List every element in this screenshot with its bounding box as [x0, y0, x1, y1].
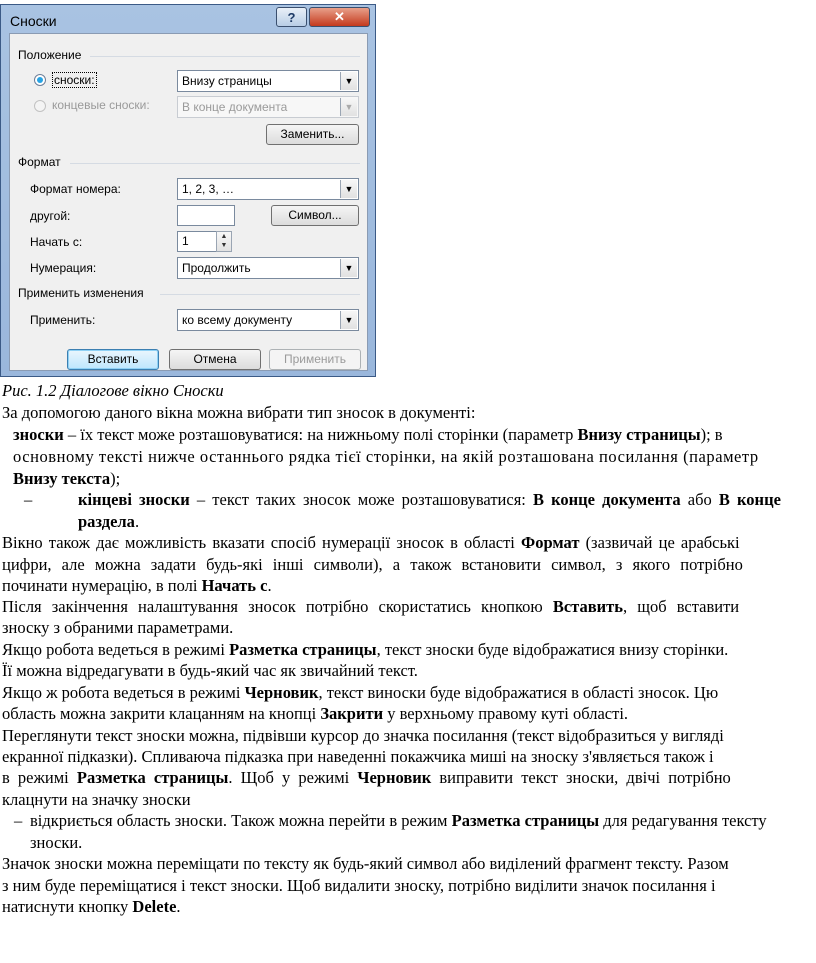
dialog-title: Сноски	[10, 13, 57, 29]
start-at-stepper[interactable]	[216, 231, 232, 252]
paragraph-line: клацнути на значку зноски	[2, 790, 191, 809]
group-format: Формат	[18, 155, 61, 169]
other-label: другой:	[30, 209, 71, 223]
footnotes-location-value: Внизу страницы	[182, 74, 272, 88]
close-button[interactable]	[309, 7, 370, 27]
paragraph-line: цифри, але можна задати будь-які інші символи), а також встановити символ, з якого потрібно	[2, 555, 743, 574]
number-format-select[interactable]	[177, 178, 359, 200]
chevron-up-icon[interactable]: ▲	[220, 233, 228, 240]
chevron-down-icon: ▼	[340, 311, 357, 329]
list-item-line: зноски.	[30, 833, 83, 852]
chevron-down-icon: ▼	[340, 180, 357, 198]
paragraph: Вікно також дає можливість вказати спосіб нумерації зносок в області Формат (зазвичай це арабські	[2, 533, 740, 552]
close-icon: ✕	[334, 9, 345, 24]
list-dash: –	[14, 811, 23, 830]
numbering-value: Продолжить	[182, 261, 251, 275]
paragraph: Значок зноски можна переміщати по тексту як будь-який символ або виділений фрагмент тексту. Разом	[2, 854, 729, 873]
paragraph-line: з ним буде переміщатися і текст зноски. Щоб видалити зноску, потрібно виділити значок посилання і	[2, 876, 716, 895]
start-at-input[interactable]: 1	[177, 231, 217, 252]
number-format-value: 1, 2, 3, …	[182, 182, 235, 196]
number-format-label: Формат номера:	[30, 182, 121, 196]
paragraph-line: екранної підказки). Спливаюча підказка при наведенні покажчика миші на зноску з'являється також і	[2, 747, 714, 766]
apply-to-label: Применить:	[30, 313, 96, 327]
footnotes-radio[interactable]	[34, 74, 46, 86]
list-item: кінцеві зноски – текст таких зносок може розташовуватися: В конце документа або В конце	[78, 490, 781, 509]
other-symbol-input[interactable]	[177, 205, 235, 226]
endnotes-location-select[interactable]	[177, 96, 359, 118]
list-dash: –	[24, 490, 33, 509]
group-apply-changes: Применить изменения	[18, 286, 144, 300]
footnotes-label: сноски:	[54, 73, 95, 87]
dialog-client-area	[9, 33, 368, 371]
paragraph-line: починати нумерацію, в полі Начать с.	[2, 576, 272, 595]
symbol-button[interactable]: Символ...	[271, 205, 359, 226]
group-position: Положение	[18, 48, 82, 62]
chevron-down-icon: ▼	[340, 98, 357, 116]
group-divider	[90, 56, 360, 57]
chevron-down-icon: ▼	[340, 72, 357, 90]
numbering-select[interactable]	[177, 257, 359, 279]
help-button[interactable]	[276, 7, 307, 27]
paragraph-line: Її можна відредагувати в будь-який час як звичайний текст.	[2, 661, 418, 680]
group-divider	[160, 294, 360, 295]
figure-caption: Рис. 1.2 Діалогове вікно Сноски	[2, 381, 224, 400]
apply-to-value: ко всему документу	[182, 313, 293, 327]
paragraph: За допомогою даного вікна можна вибрати тип зносок в документі:	[2, 403, 476, 422]
list-item-line: Внизу текста);	[13, 469, 121, 488]
paragraph: Після закінчення налаштування зносок потрібно скористатись кнопкою Вставить, щоб вставити	[2, 597, 740, 616]
replace-button[interactable]: Заменить...	[266, 124, 359, 145]
paragraph-line: зноску з обраними параметрами.	[2, 618, 234, 637]
insert-button[interactable]: Вставить	[67, 349, 159, 370]
chevron-down-icon: ▼	[340, 259, 357, 277]
footnotes-location-select[interactable]	[177, 70, 359, 92]
paragraph: Якщо робота ведеться в режимі Разметка страницы, текст зноски буде відображатися внизу сторінки.	[2, 640, 729, 659]
cancel-button[interactable]: Отмена	[169, 349, 261, 370]
footnotes-dialog	[0, 4, 376, 377]
paragraph-line: в режимі Разметка страницы. Щоб у режимі Черновик виправити текст зноски, двічі потрібно	[2, 768, 731, 787]
numbering-label: Нумерация:	[30, 261, 97, 275]
list-item-line: основному тексті нижче останнього рядка тієї сторінки, на якій розташована посилання (параметр	[13, 447, 759, 466]
paragraph-line: натиснути кнопку Delete.	[2, 897, 181, 916]
group-divider	[70, 163, 360, 164]
apply-button[interactable]: Применить	[269, 349, 361, 370]
list-item-line: раздела.	[78, 512, 140, 531]
endnotes-location-value: В конце документа	[182, 100, 288, 114]
endnotes-radio[interactable]	[34, 100, 46, 112]
apply-to-select[interactable]	[177, 309, 359, 331]
start-at-label: Начать с:	[30, 235, 83, 249]
paragraph: Якщо ж робота ведеться в режимі Черновик, текст виноски буде відображатися в області зносок. Цю	[2, 683, 719, 702]
list-item: зноски – їх текст може розташовуватися: на нижньому полі сторінки (параметр Внизу страницы); в	[13, 425, 723, 444]
help-icon: ?	[287, 9, 296, 25]
chevron-down-icon[interactable]: ▼	[220, 242, 228, 249]
paragraph-line: область можна закрити клацанням на кнопці Закрити у верхньому правому куті області.	[2, 704, 629, 723]
paragraph: Переглянути текст зноски можна, підвівши курсор до значка посилання (текст відобразиться у вигляді	[2, 726, 724, 745]
endnotes-label: концевые сноски:	[52, 98, 150, 112]
list-item: відкриється область зноски. Також можна перейти в режим Разметка страницы для редагування тексту	[30, 811, 767, 830]
